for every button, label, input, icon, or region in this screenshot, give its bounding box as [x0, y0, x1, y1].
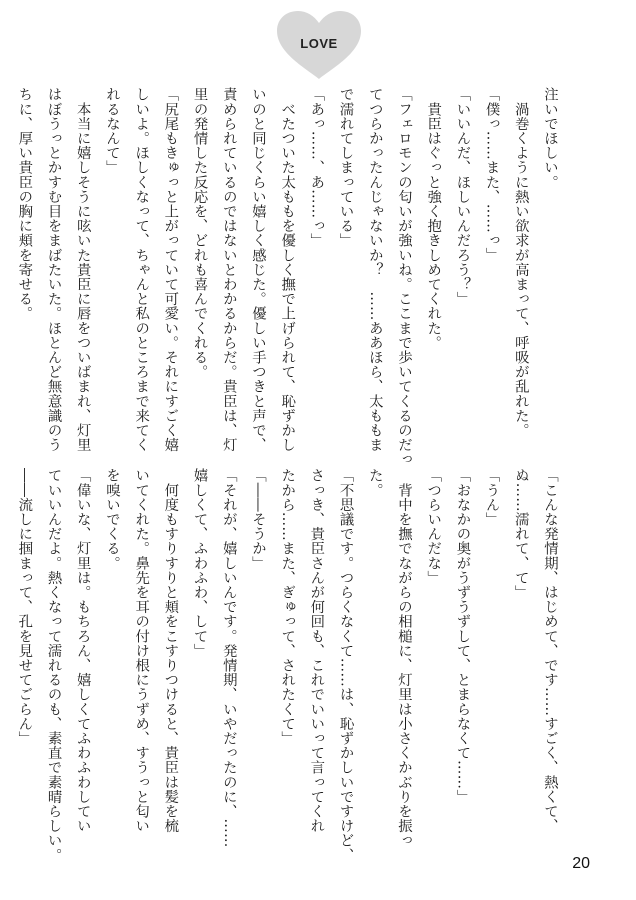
text-line: てつらかったんじゃないか？ ……ああほら、太ももま [366, 87, 383, 452]
text-line: 里の発情した反応を、どれも喜んでくれる。 [191, 87, 208, 379]
text-line: ちに、厚い貴臣の胸に頬を寄せる。 [16, 87, 33, 321]
text-line: ぬ……濡れて、て」 [512, 468, 529, 600]
text-line: 「つらいんだな」 [425, 468, 442, 585]
text-line: 「フェロモンの匂いが強いね。ここまで歩いてくるのだっ [395, 87, 412, 467]
upper-text-block [9, 87, 564, 467]
text-line: 「いいんだ、ほしいんだろう？」 [454, 87, 471, 306]
text-line: 「僕っ……また、……っ」 [483, 87, 500, 263]
text-line: ていいんだよ。熱くなって濡れるのも、素直で素晴らしい。 [45, 468, 62, 863]
text-line: を嗅いでくる。 [103, 468, 120, 571]
text-line: 嬉しくて、ふわふわ、して」 [191, 468, 208, 658]
text-line: 責められているのではないとわかるからだ。貴臣は、灯 [220, 87, 237, 452]
text-line: 「おなかの奥がうずうずして、とまらなくて……」 [454, 468, 471, 804]
text-line: た。 [366, 468, 383, 498]
lower-text-block [9, 468, 564, 863]
text-line: はぼうっとかすむ目をまばたいた。ほとんど無意識のう [45, 87, 62, 452]
love-heart-badge [273, 9, 365, 81]
text-line: 注いでほしい。 [542, 87, 558, 190]
text-line: 「こんな発情期、はじめて、です……すごく、熱くて、 [542, 468, 558, 833]
text-line: 「不思議です。つらくなくて……は、恥ずかしいですけど、 [337, 468, 354, 863]
text-line: いのと同じくらい嬉しく感じた。優しい手つきと声で、 [249, 87, 266, 452]
text-line: 「あっ……、あ……っ」 [308, 87, 325, 248]
text-line: 何度もすりすりと頬をこすりつけると、貴臣は髪を梳 [162, 468, 179, 833]
text-line: で濡れてしまっている」 [337, 87, 354, 248]
text-line: 「尻尾もきゅっと上がっていて可愛い。それにすごく嬉 [162, 87, 179, 452]
text-line: 背中を撫でながらの相槌に、灯里は小さくかぶりを振っ [395, 468, 412, 848]
text-line: 貴臣はぐっと強く抱きしめてくれた。 [425, 87, 442, 350]
text-line: 「――そうか」 [249, 468, 266, 571]
text-line: ――流しに掴まって、孔を見せてごらん」 [16, 468, 33, 746]
text-line: 「偉いな、灯里は。もちろん、嬉しくてふわふわしてい [74, 468, 91, 833]
text-line: れるなんて」 [103, 87, 120, 175]
heart-label: LOVE [300, 36, 338, 51]
text-line: たから……また、ぎゅって、されたくて」 [279, 468, 296, 746]
text-line: 渦巻くように熱い欲求が高まって、呼吸が乱れた。 [512, 87, 529, 438]
text-line: 「うん」 [483, 468, 500, 527]
text-line: 本当に嬉しそうに呟いた貴臣に唇をついばまれ、灯里 [74, 87, 91, 452]
text-line: さっき、貴臣さんが何回も、これでいいって言ってくれ [308, 468, 325, 833]
text-line: しいよ。ほしくなって、ちゃんと私のところまで来てく [133, 87, 150, 452]
text-line: 「それが、嬉しいんです。発情期、いやだったのに、…… [220, 468, 237, 848]
text-line: いてくれた。鼻先を耳の付け根にうずめ、すうっと匂い [133, 468, 150, 833]
page-number: 20 [572, 855, 590, 872]
text-line: べたついた太ももを優しく撫で上げられて、恥ずかし [279, 87, 296, 452]
